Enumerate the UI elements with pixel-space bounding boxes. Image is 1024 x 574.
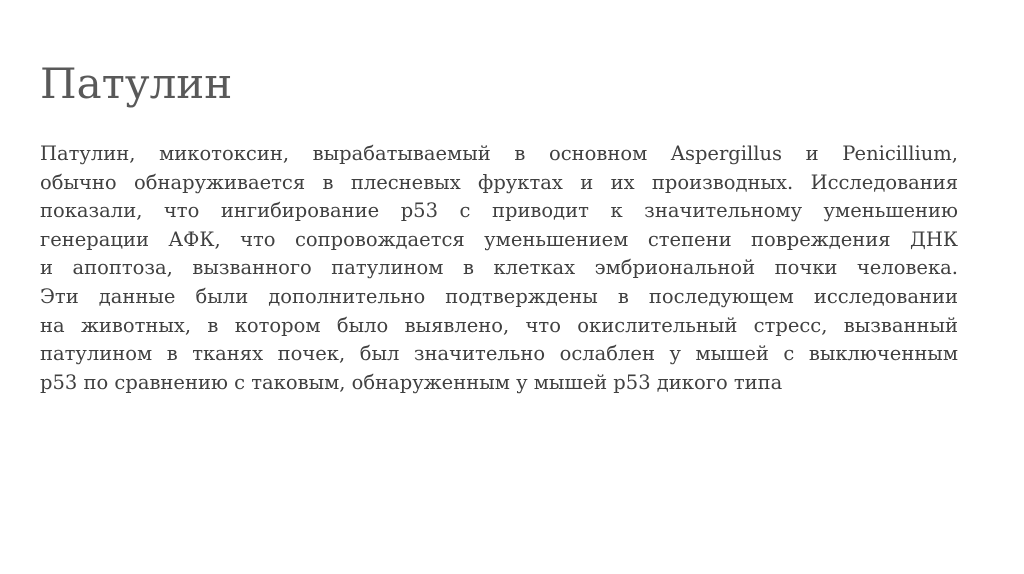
body-line: Патулин, микотоксин, вырабатываемый в основном Aspergillus и Penicillium,: [40, 142, 958, 165]
slide-title: Патулин: [40, 59, 233, 108]
body-line: на животных, в котором было выявлено, что окислительный стресс, вызванный: [40, 313, 958, 337]
body-line: обычно обнаруживается в плесневых фруктах и их производных. Исследования: [40, 170, 958, 194]
body-line: p53 по сравнению с таковым, обнаруженным у мышей p53 дикого типа: [40, 370, 783, 394]
body-line: и апоптоза, вызванного патулином в клетках эмбриональной почки человека.: [40, 256, 958, 280]
slide-body-text: [40, 140, 958, 397]
body-line: показали, что ингибирование p53 с приводит к значительному уменьшению: [40, 199, 958, 223]
body-line: патулином в тканях почек, был значительно ослаблен у мышей с выключенным: [40, 342, 958, 366]
body-line: Эти данные были дополнительно подтверждены в последующем исследовании: [40, 284, 958, 308]
body-line: генерации АФК, что сопровождается уменьшением степени повреждения ДНК: [40, 227, 958, 251]
